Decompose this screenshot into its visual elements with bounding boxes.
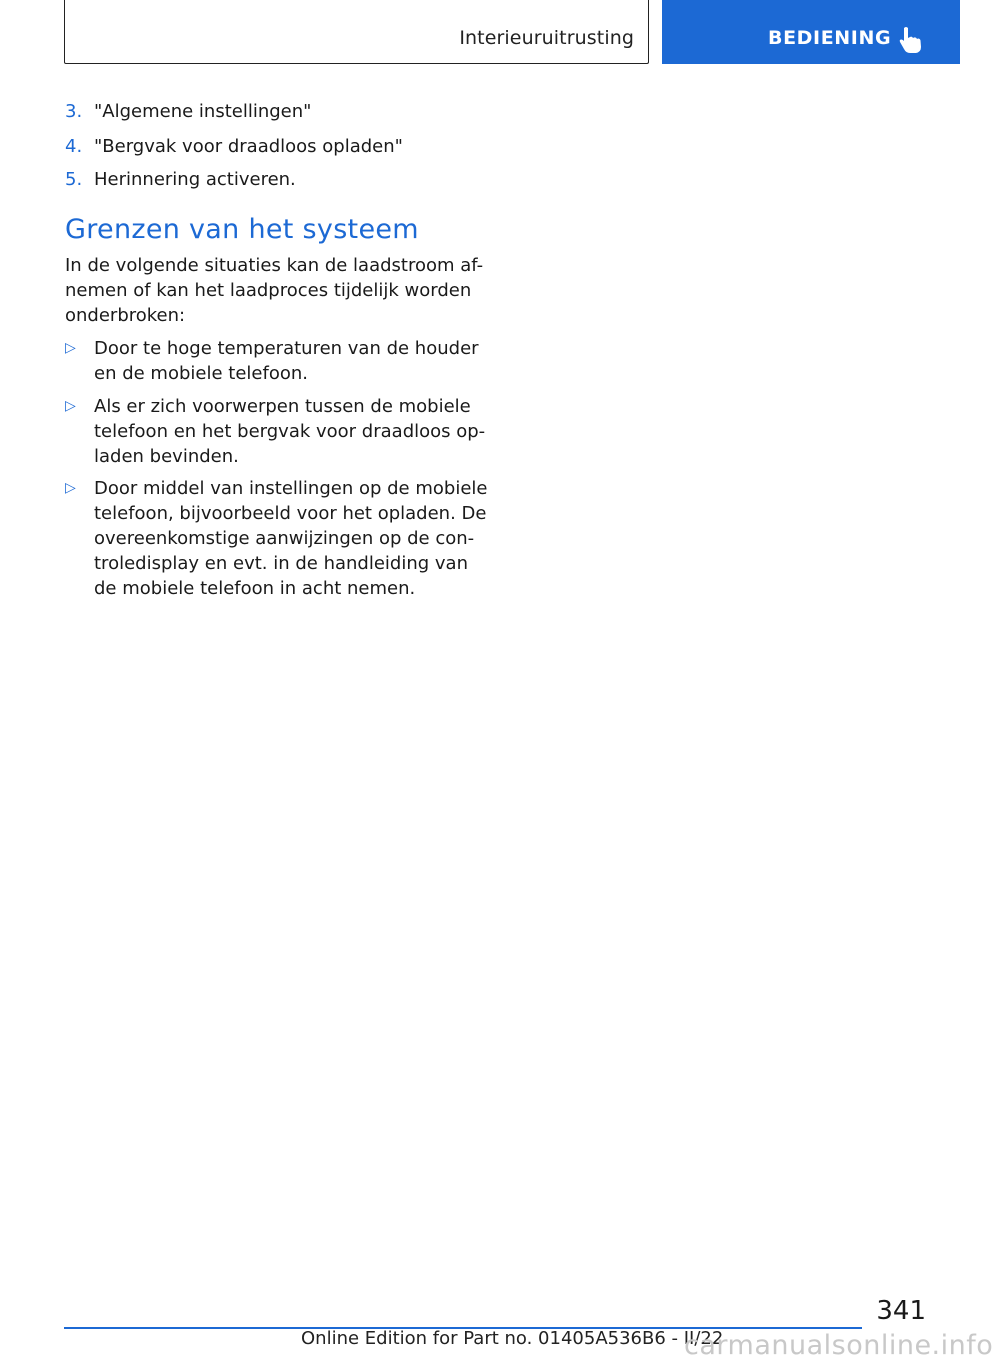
- header-chapter-tab[interactable]: [662, 0, 960, 64]
- step-number: 3.: [65, 101, 83, 122]
- triangle-bullet-icon: ▷: [65, 340, 76, 356]
- header-section-title: Interieuruitrusting: [459, 27, 634, 49]
- text-line: nemen of kan het laadproces tijdelijk worden: [65, 280, 472, 301]
- text-line: en de mobiele telefoon.: [94, 363, 308, 384]
- text-line: Als er zich voorwerpen tussen de mobiele: [94, 396, 471, 417]
- step-text: Herinnering activeren.: [94, 169, 296, 190]
- text-line: telefoon en het bergvak voor draadloos op-: [94, 421, 486, 442]
- chapter-tab-label: BEDIENING: [768, 27, 892, 49]
- intro-paragraph: [65, 253, 484, 328]
- section-heading: Grenzen van het systeem: [65, 214, 419, 245]
- page-number: 341: [876, 1296, 926, 1326]
- text-line: onderbroken:: [65, 305, 186, 326]
- text-line: Door te hoge temperaturen van de houder: [94, 338, 479, 359]
- pointing-hand-icon: [898, 26, 924, 54]
- text-line: In de volgende situaties kan de laadstroom af-: [65, 255, 484, 276]
- text-line: Door middel van instellingen op de mobiele: [94, 478, 488, 499]
- step-text: "Algemene instellingen": [94, 101, 312, 122]
- edition-footer: Online Edition for Part no. 01405A536B6 - II/22: [301, 1328, 724, 1349]
- triangle-bullet-icon: ▷: [65, 480, 76, 496]
- text-line: overeenkomstige aanwijzingen op de con-: [94, 528, 475, 549]
- step-text: "Bergvak voor draadloos opladen": [94, 136, 403, 157]
- text-line: telefoon, bijvoorbeeld voor het opladen. De: [94, 503, 487, 524]
- text-line: troledisplay en evt. in de handleiding van: [94, 553, 468, 574]
- step-number: 4.: [65, 136, 83, 157]
- watermark: carmanualsonline.info: [684, 1330, 993, 1361]
- text-line: de mobiele telefoon in acht nemen.: [94, 578, 416, 599]
- text-line: laden bevinden.: [94, 446, 239, 467]
- triangle-bullet-icon: ▷: [65, 398, 76, 414]
- step-number: 5.: [65, 169, 83, 190]
